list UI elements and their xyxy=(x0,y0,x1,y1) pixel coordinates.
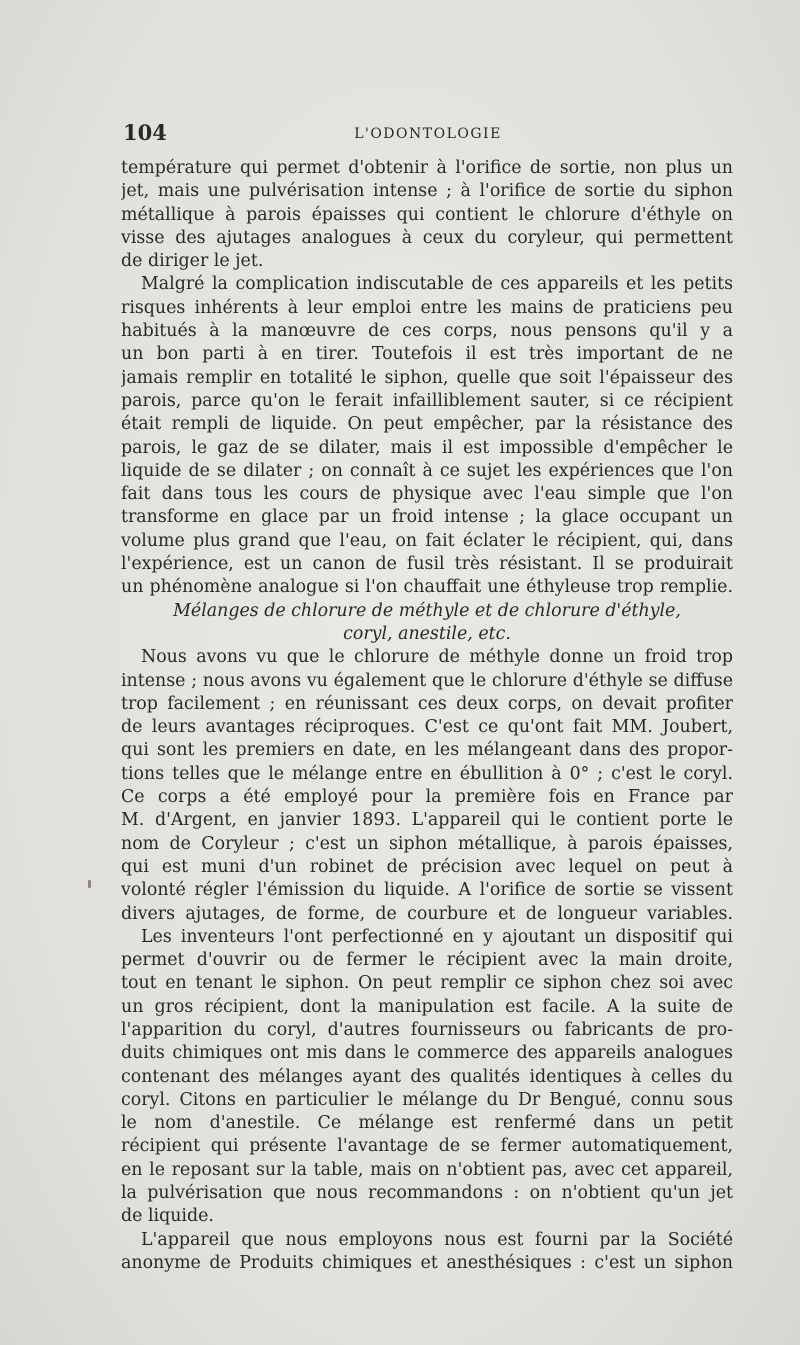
section-heading-line: Mélanges de chlorure de méthyle et de chlorure d'éthyle, xyxy=(173,600,681,621)
text-line: L'appareil que nous employons nous est fourni par la Société xyxy=(141,1229,733,1250)
text-line: tout en tenant le siphon. On peut remplir ce siphon chez soi avec xyxy=(121,973,733,994)
text-line: Malgré la complication indiscutable de ces appareils et les petits xyxy=(141,274,733,295)
text-line: anonyme de Produits chimiques et anesthésiques : c'est un siphon xyxy=(121,1252,733,1273)
text-line: de diriger le jet. xyxy=(121,251,264,272)
text-line: un bon parti à en tirer. Toutefois il est très important de ne xyxy=(121,344,733,365)
text-line: M. d'Argent, en janvier 1893. L'appareil qui le contient porte le xyxy=(121,810,733,831)
text-line: jamais remplir en totalité le siphon, quelle que soit l'épaisseur des xyxy=(121,367,733,388)
text-line: récipient qui présente l'avantage de se fermer automatiquement, xyxy=(121,1136,733,1157)
margin-mark xyxy=(88,880,91,888)
text-line: transforme en glace par un froid intense ; la glace occupant un xyxy=(121,507,733,528)
text-line: un gros récipient, dont la manipulation est facile. A la suite de xyxy=(121,996,733,1017)
text-line: contenant des mélanges ayant des qualités identiques à celles du xyxy=(121,1066,733,1087)
text-line: de leurs avantages réciproques. C'est ce qu'ont fait MM. Joubert, xyxy=(121,717,733,738)
text-line: l'expérience, est un canon de fusil très résistant. Il se produirait xyxy=(121,554,733,575)
text-line: volonté régler l'émission du liquide. A l'orifice de sortie se vissent xyxy=(121,880,733,901)
text-line: jet, mais une pulvérisation intense ; à l'orifice de sortie du siphon xyxy=(121,181,733,202)
text-line: était rempli de liquide. On peut empêcher, par la résistance des xyxy=(121,414,733,435)
text-line: coryl. Citons en particulier le mélange du Dr Bengué, connu sous xyxy=(121,1089,733,1110)
text-line: température qui permet d'obtenir à l'orifice de sortie, non plus un xyxy=(121,158,733,178)
text-line: liquide de se dilater ; on connaît à ce sujet les expériences que l'on xyxy=(121,460,733,481)
section-heading-line: coryl, anestile, etc. xyxy=(343,623,511,644)
body-text xyxy=(121,157,733,1275)
text-line: risques inhérents à leur emploi entre les mains de praticiens peu xyxy=(121,297,733,318)
text-line: parois, le gaz de se dilater, mais il est impossible d'empêcher le xyxy=(121,437,733,458)
text-line: Nous avons vu que le chlorure de méthyle donne un froid trop xyxy=(141,647,733,668)
text-line: métallique à parois épaisses qui contient le chlorure d'éthyle on xyxy=(121,204,733,225)
text-line: duits chimiques ont mis dans le commerce des appareils analogues xyxy=(121,1043,733,1064)
text-line: divers ajutages, de forme, de courbure et de longueur variables. xyxy=(121,903,733,924)
running-head: L'ODONTOLOGIE xyxy=(354,126,502,142)
text-line: en le reposant sur la table, mais on n'obtient pas, avec cet appareil, xyxy=(121,1159,733,1180)
text-line: nom de Coryleur ; c'est un siphon métallique, à parois épaisses, xyxy=(121,833,733,854)
text-line: visse des ajutages analogues à ceux du coryleur, qui permettent xyxy=(121,227,733,248)
text-line: de liquide. xyxy=(121,1206,214,1227)
text-line: parois, parce qu'on le ferait infailliblement sauter, si ce récipient xyxy=(121,390,733,411)
text-line: tions telles que le mélange entre en ébullition à 0° ; c'est le coryl. xyxy=(121,763,733,784)
text-line: trop facilement ; en réunissant ces deux corps, on devait profiter xyxy=(121,693,733,714)
text-line: l'apparition du coryl, d'autres fournisseurs ou fabricants de pro- xyxy=(121,1019,733,1040)
text-line: un phénomène analogue si l'on chauffait une éthyleuse trop remplie. xyxy=(121,577,733,598)
text-line: qui sont les premiers en date, en les mélangeant dans des propor- xyxy=(121,740,733,761)
text-line: permet d'ouvrir ou de fermer le récipient avec la main droite, xyxy=(121,950,733,971)
text-line: qui est muni d'un robinet de précision avec lequel on peut à xyxy=(121,856,733,877)
text-line: habitués à la manœuvre de ces corps, nous pensons qu'il y a xyxy=(121,321,733,342)
text-line: Ce corps a été employé pour la première fois en France par xyxy=(121,787,733,808)
page-number: 104 xyxy=(123,120,167,145)
text-line: la pulvérisation que nous recommandons : on n'obtient qu'un jet xyxy=(121,1183,733,1204)
text-line: intense ; nous avons vu également que le chlorure d'éthyle se diffuse xyxy=(121,670,733,691)
text-line: fait dans tous les cours de physique avec l'eau simple que l'on xyxy=(121,484,733,505)
text-line: volume plus grand que l'eau, on fait éclater le récipient, qui, dans xyxy=(121,530,733,551)
text-line: le nom d'anestile. Ce mélange est renfermé dans un petit xyxy=(121,1113,733,1134)
text-line: Les inventeurs l'ont perfectionné en y ajoutant un dispositif qui xyxy=(141,926,733,947)
page-header xyxy=(123,120,733,146)
